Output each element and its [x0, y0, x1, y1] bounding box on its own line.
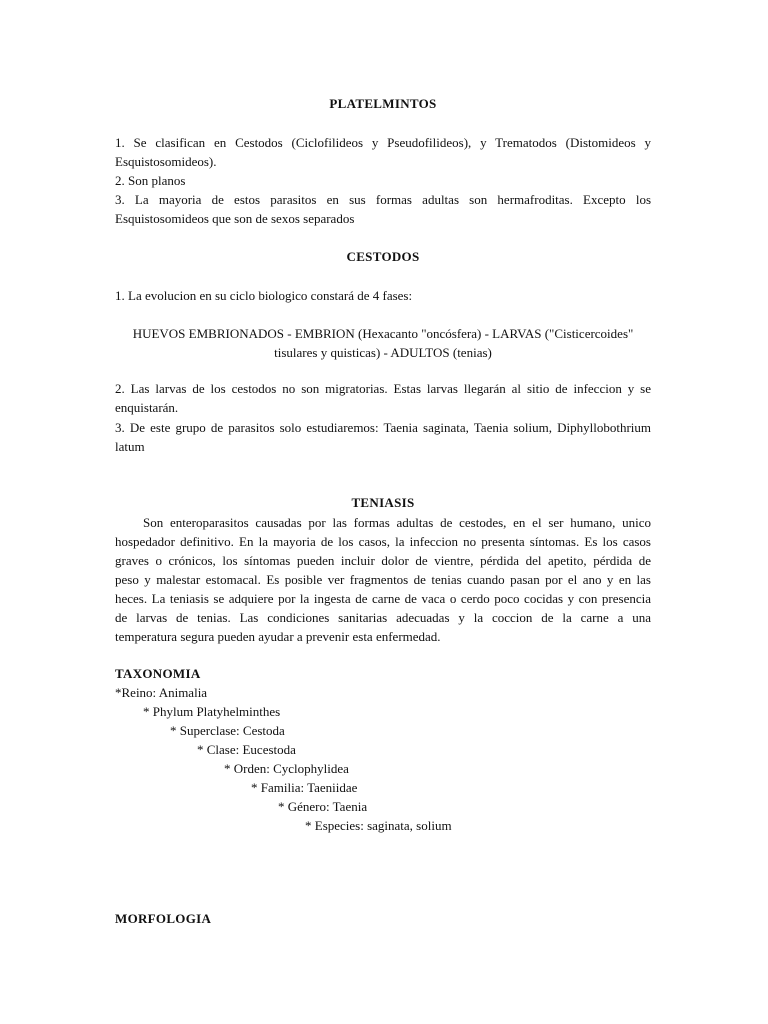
teniasis-paragraph-line-5: heces. La teniasis se adquiere por la ingesta de carne de vaca o cerdo poco cocidas y con presencia [115, 591, 651, 606]
taxonomy-orden: * Orden: Cyclophylidea [224, 761, 349, 776]
cestodos-item-2-line-2: enquistarán. [115, 400, 179, 415]
teniasis-paragraph-line-4: peso y malestar estomacal. Es posible ver fragmentos de tenias cuando pasan por el ano y en las [115, 572, 651, 587]
phases-line-1: HUEVOS EMBRIONADOS - EMBRION (Hexacanto "oncósfera) - LARVAS ("Cisticercoides" [132, 326, 634, 341]
taxonomy-especies: * Especies: saginata, solium [305, 818, 452, 833]
title-teniasis: TENIASIS [351, 495, 415, 510]
teniasis-paragraph-line-6: de larvas de tenias. Las condiciones sanitarias adecuadas y la coccion de la carne a una [115, 610, 651, 625]
taxonomy-phylum: * Phylum Platyhelminthes [143, 704, 281, 719]
platelmintos-item-3-line-2: Esquistosomideos que son de sexos separados [115, 211, 355, 226]
teniasis-paragraph-line-2: hospedador definitivo. En la mayoria de los casos, la infeccion no presenta síntomas. Es los casos [115, 534, 651, 549]
cestodos-item-3-line-2: latum [115, 439, 145, 454]
platelmintos-item-2: 2. Son planos [115, 173, 186, 188]
teniasis-paragraph-line-7: temperatura segura pueden ayudar a prevenir esta enfermedad. [115, 629, 441, 644]
taxonomy-clase: * Clase: Eucestoda [197, 742, 296, 757]
taxonomy-reino: *Reino: Animalia [115, 685, 208, 700]
cestodos-item-3-line-1: 3. De este grupo de parasitos solo estudiaremos: Taenia saginata, Taenia solium, Diphyllobothrium [115, 420, 651, 435]
cestodos-item-2-line-1: 2. Las larvas de los cestodos no son migratorias. Estas larvas llegarán al sitio de infeccion y se [115, 381, 651, 396]
phases-line-2: tisulares y quisticas) - ADULTOS (tenias) [274, 345, 492, 360]
taxonomy-genero: * Género: Taenia [278, 799, 368, 814]
platelmintos-item-1-line-2: Esquistosomideos). [115, 154, 217, 169]
title-platelmintos: PLATELMINTOS [329, 96, 437, 111]
title-cestodos: CESTODOS [346, 249, 420, 264]
taxonomy-superclase: * Superclase: Cestoda [170, 723, 285, 738]
title-taxonomia: TAXONOMIA [115, 666, 201, 681]
teniasis-paragraph-line-1: Son enteroparasitos causadas por las formas adultas de cestodes, en el ser humano, unico [143, 515, 651, 530]
platelmintos-item-3-line-1: 3. La mayoria de estos parasitos en sus formas adultas son hermafroditas. Excepto los [115, 192, 651, 207]
cestodos-item-1: 1. La evolucion en su ciclo biologico constará de 4 fases: [115, 288, 413, 303]
taxonomy-familia: * Familia: Taeniidae [251, 780, 358, 795]
teniasis-paragraph-line-3: graves o crónicos, los síntomas pueden incluir dolor de vientre, pérdida del apetito, pérdida de [115, 553, 651, 568]
title-morfologia: MORFOLOGIA [115, 911, 212, 926]
platelmintos-item-1-line-1: 1. Se clasifican en Cestodos (Ciclofilideos y Pseudofilideos), y Trematodos (Distomideos y [115, 135, 651, 150]
